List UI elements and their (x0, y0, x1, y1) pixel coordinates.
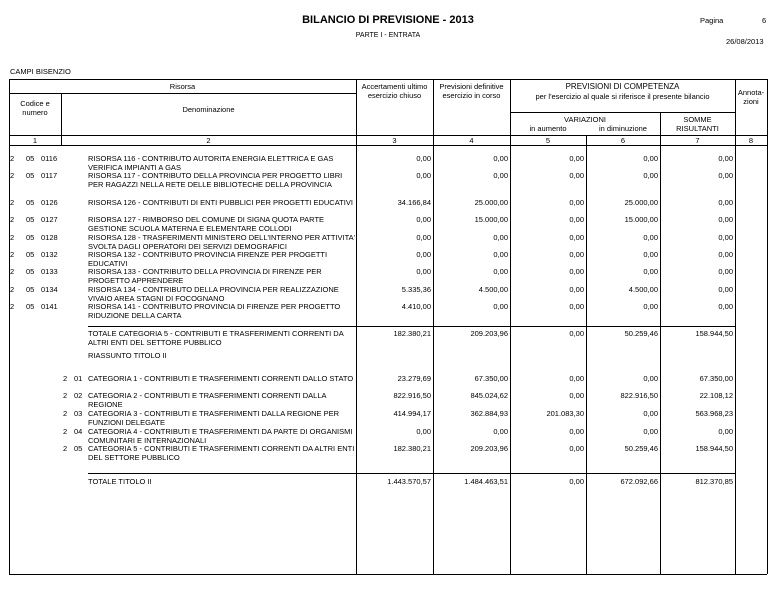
summary-accertamenti: 414.994,17 (393, 409, 431, 418)
row-description: RISORSA 126 - CONTRIBUTI DI ENTI PUBBLICI PER PROGETTI EDUCATIVI (88, 198, 353, 207)
report-subtitle: PARTE I - ENTRATA (355, 32, 421, 39)
total-categoria-in-aumento: 0,00 (569, 329, 584, 338)
summary-in-aumento: 0,00 (569, 391, 584, 400)
row-in-diminuzione: 25.000,00 (624, 198, 658, 207)
total-titolo-rule (88, 473, 735, 474)
total-categoria-rule (88, 326, 735, 327)
summary-somme-risultanti: 67.350,00 (699, 374, 733, 383)
header-previsioni-definitive: Previsioni definitive esercizio in corso (439, 82, 504, 100)
row-accertamenti: 0,00 (416, 267, 431, 276)
row-in-aumento: 0,00 (569, 267, 584, 276)
row-code-titolo: 2 (10, 285, 15, 294)
summary-code-categoria: 01 (74, 374, 83, 383)
summary-code-titolo: 2 (63, 444, 68, 453)
row-code-risorsa: 0116 (41, 154, 58, 163)
summary-code-titolo: 2 (63, 427, 68, 436)
row-in-diminuzione: 0,00 (643, 250, 658, 259)
row-code-categoria: 05 (26, 198, 35, 207)
row-in-aumento: 0,00 (569, 285, 584, 294)
header-codice: Codice e numero (20, 99, 50, 117)
total-titolo-in-diminuzione: 672.092,66 (620, 477, 658, 486)
row-code-titolo: 2 (10, 267, 15, 276)
report-title: BILANCIO DI PREVISIONE - 2013 (302, 14, 474, 26)
header-somme-risultanti: SOMME RISULTANTI (676, 115, 719, 133)
total-categoria-somme-risultanti: 158.944,50 (695, 329, 733, 338)
header-annotazioni: Annota- zioni (737, 88, 765, 106)
row-code-risorsa: 0141 (41, 302, 58, 311)
summary-in-diminuzione: 822.916,50 (620, 391, 658, 400)
riassunto-titolo-label: RIASSUNTO TITOLO II (88, 351, 167, 360)
summary-accertamenti: 822.916,50 (393, 391, 431, 400)
row-in-aumento: 0,00 (569, 233, 584, 242)
summary-somme-risultanti: 158.944,50 (695, 444, 733, 453)
header-in-aumento: in aumento (529, 124, 567, 133)
row-accertamenti: 0,00 (416, 233, 431, 242)
row-in-aumento: 0,00 (569, 171, 584, 180)
column-number-6: 6 (620, 136, 626, 145)
row-somme-risultanti: 0,00 (718, 171, 733, 180)
column-number-3: 3 (392, 136, 397, 145)
row-accertamenti: 34.166,84 (397, 198, 431, 207)
row-in-diminuzione: 15.000,00 (624, 215, 658, 224)
total-categoria-previsioni: 209.203,96 (470, 329, 508, 338)
row-in-diminuzione: 0,00 (643, 267, 658, 276)
header-competenza-title: PREVISIONI DI COMPETENZA (565, 82, 680, 91)
row-code-categoria: 05 (26, 302, 35, 311)
row-code-risorsa: 0128 (41, 233, 58, 242)
row-description: RISORSA 116 - CONTRIBUTO AUTORITA ENERGIA ELETTRICA E GAS VERIFICA IMPIANTI A GAS (88, 154, 334, 172)
row-code-risorsa: 0134 (41, 285, 58, 294)
header-denominazione: Denominazione (182, 105, 235, 114)
table-bottom-rule (9, 574, 767, 575)
summary-code-categoria: 02 (74, 391, 83, 400)
row-in-diminuzione: 4.500,00 (628, 285, 658, 294)
row-in-aumento: 0,00 (569, 154, 584, 163)
row-code-risorsa: 0127 (41, 215, 58, 224)
entity-name: CAMPI BISENZIO (10, 67, 71, 76)
summary-code-titolo: 2 (63, 409, 68, 418)
row-accertamenti: 0,00 (416, 154, 431, 163)
column-number-4: 4 (469, 136, 474, 145)
row-previsioni: 25.000,00 (474, 198, 508, 207)
column-number-7: 7 (695, 136, 700, 145)
column-number-1: 1 (32, 136, 38, 145)
summary-in-aumento: 0,00 (569, 427, 584, 436)
page-number: 6 (762, 16, 767, 25)
header-accertamenti: Accertamenti ultimo esercizio chiuso (361, 82, 428, 100)
total-titolo-somme-risultanti: 812.370,85 (695, 477, 733, 486)
summary-accertamenti: 182.380,21 (393, 444, 431, 453)
row-code-categoria: 05 (26, 233, 35, 242)
row-description: RISORSA 133 - CONTRIBUTO DELLA PROVINCIA DI FIRENZE PER PROGETTO APPRENDERE (88, 267, 322, 285)
row-in-diminuzione: 0,00 (643, 302, 658, 311)
total-categoria-description: TOTALE CATEGORIA 5 - CONTRIBUTI E TRASFERIMENTI CORRENTI DA ALTRI ENTI DEL SETTORE PUBBLICO (88, 329, 344, 347)
column-separator-6 (660, 112, 661, 574)
row-somme-risultanti: 0,00 (718, 302, 733, 311)
row-in-diminuzione: 0,00 (643, 154, 658, 163)
row-code-risorsa: 0126 (41, 198, 58, 207)
column-number-2: 2 (206, 136, 211, 145)
page-label: Pagina (700, 16, 724, 25)
total-categoria-in-diminuzione: 50.259,46 (624, 329, 658, 338)
row-code-risorsa: 0132 (41, 250, 58, 259)
row-code-titolo: 2 (10, 215, 15, 224)
row-in-aumento: 0,00 (569, 198, 584, 207)
column-numbers-top-rule (9, 135, 767, 136)
row-previsioni: 0,00 (493, 233, 508, 242)
summary-previsioni: 845.024,62 (470, 391, 508, 400)
summary-somme-risultanti: 22.108,12 (699, 391, 733, 400)
total-titolo-accertamenti: 1.443.570,57 (387, 477, 431, 486)
row-code-risorsa: 0117 (41, 171, 58, 180)
row-code-risorsa: 0133 (41, 267, 58, 276)
row-code-categoria: 05 (26, 171, 35, 180)
column-number-8: 8 (748, 136, 754, 145)
table-right-rule (767, 79, 768, 574)
row-description: RISORSA 141 - CONTRIBUTO PROVINCIA DI FIRENZE PER PROGETTO RIDUZIONE DELLA CARTA (88, 302, 341, 320)
summary-in-diminuzione: 0,00 (643, 374, 658, 383)
summary-in-diminuzione: 50.259,46 (624, 444, 658, 453)
summary-in-aumento: 0,00 (569, 374, 584, 383)
row-somme-risultanti: 0,00 (718, 267, 733, 276)
summary-code-categoria: 05 (74, 444, 83, 453)
row-code-titolo: 2 (10, 154, 15, 163)
summary-in-diminuzione: 0,00 (643, 427, 658, 436)
competenza-header-rule (510, 112, 735, 113)
row-previsioni: 4.500,00 (478, 285, 508, 294)
row-in-aumento: 0,00 (569, 302, 584, 311)
row-in-diminuzione: 0,00 (643, 171, 658, 180)
summary-description: CATEGORIA 4 - CONTRIBUTI E TRASFERIMENTI DA PARTE DI ORGANISMI COMUNITARI E INTERNAZIONALI (88, 427, 353, 445)
row-in-diminuzione: 0,00 (643, 233, 658, 242)
row-description: RISORSA 127 - RIMBORSO DEL COMUNE DI SIGNA QUOTA PARTE GESTIONE SCUOLA MATERNA E ELEMENTARE COLLODI (88, 215, 325, 233)
row-code-categoria: 05 (26, 267, 35, 276)
header-in-diminuzione: in diminuzione (599, 124, 647, 133)
row-description: RISORSA 128 - TRASFERIMENTI MINISTERO DELL'INTERNO PER ATTIVITA' SVOLTA DAGLI OPERATORI DEI SERVIZI DEMOGRAFICI (88, 233, 356, 251)
summary-description: CATEGORIA 3 - CONTRIBUTI E TRASFERIMENTI DALLA REGIONE PER FUNZIONI DELEGATE (88, 409, 340, 427)
row-previsioni: 0,00 (493, 154, 508, 163)
report-date: 26/08/2013 (726, 37, 764, 46)
total-titolo-in-aumento: 0,00 (569, 477, 584, 486)
row-previsioni: 0,00 (493, 267, 508, 276)
row-accertamenti: 4.410,00 (401, 302, 431, 311)
column-number-5: 5 (545, 136, 551, 145)
row-somme-risultanti: 0,00 (718, 250, 733, 259)
summary-description: CATEGORIA 1 - CONTRIBUTI E TRASFERIMENTI CORRENTI DALLO STATO (88, 374, 354, 383)
total-categoria-accertamenti: 182.380,21 (393, 329, 431, 338)
row-somme-risultanti: 0,00 (718, 215, 733, 224)
row-code-categoria: 05 (26, 215, 35, 224)
row-somme-risultanti: 0,00 (718, 154, 733, 163)
summary-accertamenti: 23.279,69 (397, 374, 431, 383)
row-description: RISORSA 132 - CONTRIBUTO PROVINCIA FIRENZE PER PROGETTI EDUCATIVI (88, 250, 328, 268)
row-code-categoria: 05 (26, 250, 35, 259)
total-titolo-description: TOTALE TITOLO II (88, 477, 152, 486)
summary-previsioni: 67.350,00 (474, 374, 508, 383)
summary-code-categoria: 04 (74, 427, 83, 436)
header-variazioni: VARIAZIONI (564, 115, 606, 124)
summary-in-aumento: 0,00 (569, 444, 584, 453)
row-in-aumento: 0,00 (569, 215, 584, 224)
header-risorsa: Risorsa (169, 82, 196, 91)
summary-code-categoria: 03 (74, 409, 83, 418)
row-previsioni: 0,00 (493, 302, 508, 311)
summary-description: CATEGORIA 5 - CONTRIBUTI E TRASFERIMENTI CORRENTI DA ALTRI ENTI DEL SETTORE PUBBLICO (88, 444, 355, 462)
row-previsioni: 0,00 (493, 171, 508, 180)
row-code-categoria: 05 (26, 285, 35, 294)
row-previsioni: 15.000,00 (474, 215, 508, 224)
column-separator-7 (735, 79, 736, 574)
summary-description: CATEGORIA 2 - CONTRIBUTI E TRASFERIMENTI CORRENTI DALLA REGIONE (88, 391, 327, 409)
total-titolo-previsioni: 1.484.463,51 (464, 477, 508, 486)
row-code-titolo: 2 (10, 198, 15, 207)
header-competenza-subtitle: per l'esercizio al quale si riferisce il presente bilancio (535, 92, 710, 101)
row-description: RISORSA 134 - CONTRIBUTO DELLA PROVINCIA PER REALIZZAZIONE VIVAIO AREA STAGNI DI FOCOGNANO (88, 285, 339, 303)
summary-accertamenti: 0,00 (416, 427, 431, 436)
row-somme-risultanti: 0,00 (718, 285, 733, 294)
row-code-titolo: 2 (10, 233, 15, 242)
row-somme-risultanti: 0,00 (718, 233, 733, 242)
summary-in-diminuzione: 0,00 (643, 409, 658, 418)
row-code-titolo: 2 (10, 171, 15, 180)
row-code-titolo: 2 (10, 302, 15, 311)
summary-previsioni: 209.203,96 (470, 444, 508, 453)
row-in-aumento: 0,00 (569, 250, 584, 259)
summary-code-titolo: 2 (63, 391, 68, 400)
row-accertamenti: 0,00 (416, 171, 431, 180)
row-code-categoria: 05 (26, 154, 35, 163)
summary-somme-risultanti: 0,00 (718, 427, 733, 436)
summary-in-aumento: 201.083,30 (546, 409, 584, 418)
row-accertamenti: 5.335,36 (401, 285, 431, 294)
row-somme-risultanti: 0,00 (718, 198, 733, 207)
table-top-rule (9, 79, 767, 80)
summary-somme-risultanti: 563.968,23 (695, 409, 733, 418)
row-code-titolo: 2 (10, 250, 15, 259)
row-accertamenti: 0,00 (416, 250, 431, 259)
row-previsioni: 0,00 (493, 250, 508, 259)
summary-previsioni: 362.884,93 (470, 409, 508, 418)
row-description: RISORSA 117 - CONTRIBUTO DELLA PROVINCIA PER PROGETTO LIBRI PER RAGAZZI NELLA RETE DELLE BIBLIOTECHE DELLA PROVINCIA (88, 171, 343, 189)
summary-code-titolo: 2 (63, 374, 68, 383)
summary-previsioni: 0,00 (493, 427, 508, 436)
row-accertamenti: 0,00 (416, 215, 431, 224)
